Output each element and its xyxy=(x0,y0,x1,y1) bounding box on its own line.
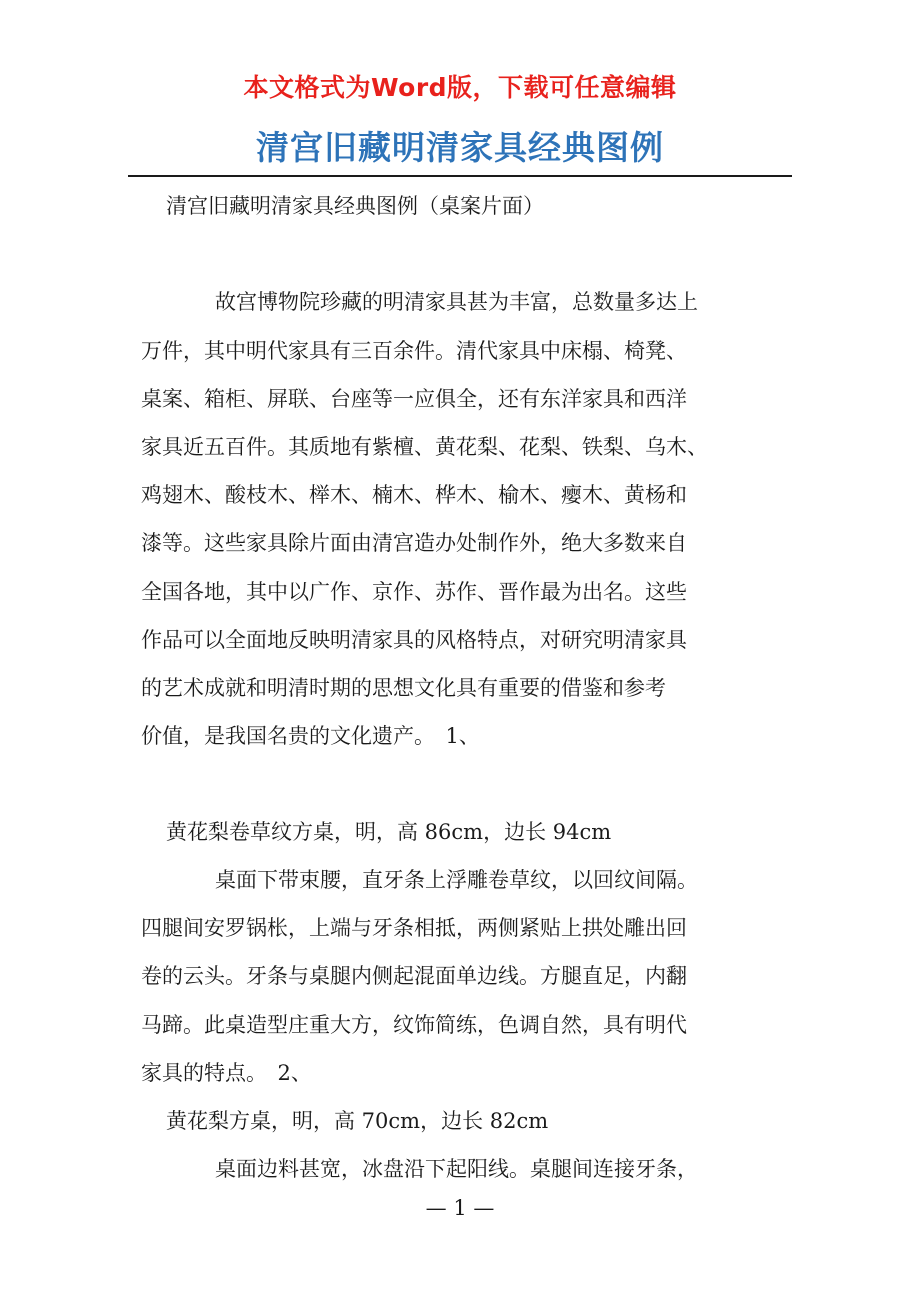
item2-heading: 黄花梨方桌，明，高 70cm，边长 82cm xyxy=(166,1109,549,1133)
item1-line: 四腿间安罗锅枨，上端与牙条相抵，两侧紧贴上拱处雕出回 xyxy=(141,916,687,940)
item2-line: 桌面边料甚宽，冰盘沿下起阳线。桌腿间连接牙条， xyxy=(215,1157,698,1181)
format-banner: 本文格式为Word版，下载可任意编辑 xyxy=(243,73,677,102)
intro-line: 的艺术成就和明清时期的思想文化具有重要的借鉴和参考 xyxy=(141,676,666,700)
item1-line: 家具的特点。 2、 xyxy=(141,1061,312,1085)
item1-heading: 黄花梨卷草纹方桌，明，高 86cm，边长 94cm xyxy=(166,820,612,844)
item1-line: 马蹄。此桌造型庄重大方，纹饰简练，色调自然，具有明代 xyxy=(141,1013,687,1037)
intro-line: 作品可以全面地反映明清家具的风格特点，对研究明清家具 xyxy=(141,628,687,652)
document-title: 清宫旧藏明清家具经典图例 xyxy=(256,128,664,167)
intro-line: 万件，其中明代家具有三百余件。清代家具中床榻、椅凳、 xyxy=(141,339,687,363)
subtitle: 清宫旧藏明清家具经典图例（桌案片面） xyxy=(166,194,544,218)
intro-line: 故宫博物院珍藏的明清家具甚为丰富，总数量多达上 xyxy=(215,290,698,314)
intro-line: 家具近五百件。其质地有紫檀、黄花梨、花梨、铁梨、乌木、 xyxy=(141,435,708,459)
item1-line: 卷的云头。牙条与桌腿内侧起混面单边线。方腿直足，内翻 xyxy=(141,964,687,988)
item1-line: 桌面下带束腰，直牙条上浮雕卷草纹，以回纹间隔。 xyxy=(215,868,698,892)
page-number: — 1 — xyxy=(425,1196,495,1220)
intro-line: 漆等。这些家具除片面由清宫造办处制作外，绝大多数来自 xyxy=(141,531,687,555)
header-divider xyxy=(128,175,792,177)
intro-line: 全国各地，其中以广作、京作、苏作、晋作最为出名。这些 xyxy=(141,580,687,604)
intro-line: 鸡翅木、酸枝木、榉木、楠木、桦木、榆木、瘿木、黄杨和 xyxy=(141,483,687,507)
intro-line: 价值，是我国名贵的文化遗产。 1、 xyxy=(141,724,480,748)
intro-line: 桌案、箱柜、屏联、台座等一应俱全，还有东洋家具和西洋 xyxy=(141,387,687,411)
